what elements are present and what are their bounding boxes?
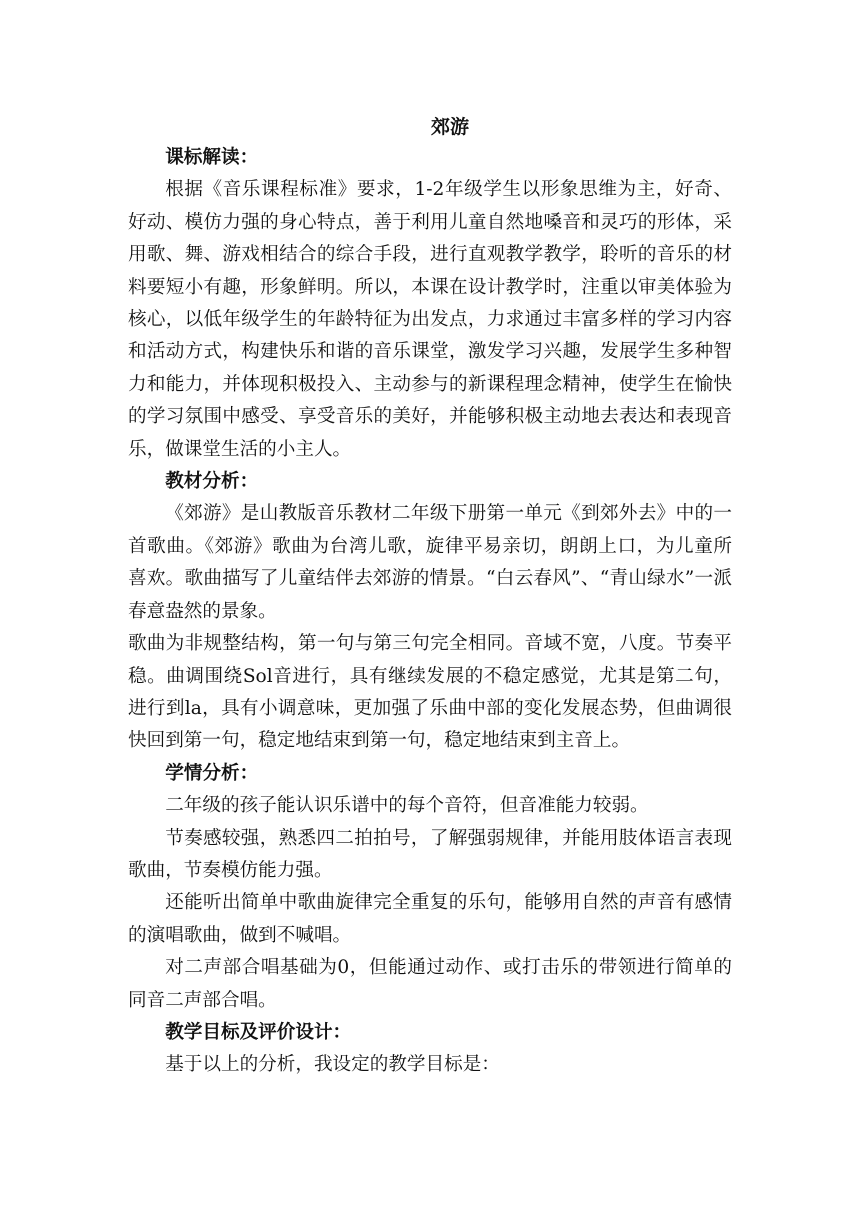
section-heading-learners: 学情分析： (165, 762, 259, 784)
paragraph: 节奏感较强，熟悉四二拍拍号，了解强弱规律，并能用肢体语言表现歌曲，节奏模仿能力强。 (128, 827, 732, 881)
section-heading-material: 教材分析： (165, 471, 259, 493)
section-heading-standards: 课标解读： (165, 147, 259, 168)
paragraph: 歌曲为非规整结构，第一句与第三句完全相同。音域不宽，八度。节奏平稳。曲调围绕Sol音进行，具有继续发展的不稳定感觉，尤其是第二句，进行到la，具有小调意味，更加强了乐曲中部的变化发展态势，但曲调很快回到第一句，稳定地结束到第一句，稳定地结束到主音上。 (128, 633, 732, 752)
section-standards (128, 142, 732, 1082)
paragraph: 还能听出简单中歌曲旋律完全重复的乐句，能够用自然的声音有感情的演唱歌曲，做到不喊唱。 (128, 892, 732, 946)
paragraph: 基于以上的分析，我设定的教学目标是： (165, 1054, 500, 1076)
document-title: 郊游 (430, 116, 469, 138)
paragraph: 二年级的孩子能认识乐谱中的每个音符，但音准能力较弱。 (165, 795, 649, 817)
paragraph: 《郊游》是山教版音乐教材二年级下册第一单元《到郊外去》中的一首歌曲。《郊游》歌曲为台湾儿歌，旋律平易亲切，朗朗上口，为儿童所喜欢。歌曲描写了儿童结伴去郊游的情景。“白云春风”、“青山绿水”一派春意盎然的景象。 (128, 503, 732, 622)
section-heading-goals: 教学目标及评价设计： (165, 1021, 352, 1043)
paragraph: 对二声部合唱基础为0，但能通过动作、或打击乐的带领进行简单的同音二声部合唱。 (128, 957, 732, 1011)
paragraph: 根据《音乐课程标准》要求，1-2年级学生以形象思维为主，好奇、好动、模仿力强的身心特点，善于利用儿童自然地嗓音和灵巧的形体，采用歌、舞、游戏相结合的综合手段，进行直观教学教学，聆听的音乐的材料要短小有趣，形象鲜明。所以，本课在设计教学时，注重以审美体验为核心，以低年级学生的年龄特征为出发点，力求通过丰富多样的学习内容和活动方式，构建快乐和谐的音乐课堂，激发学习兴趣，发展学生多种智力和能力，并体现积极投入、主动参与的新课程理念精神，使学生在愉快的学习氛围中感受、享受音乐的美好，并能够积极主动地去表达和表现音乐，做课堂生活的小主人。 (128, 179, 732, 460)
